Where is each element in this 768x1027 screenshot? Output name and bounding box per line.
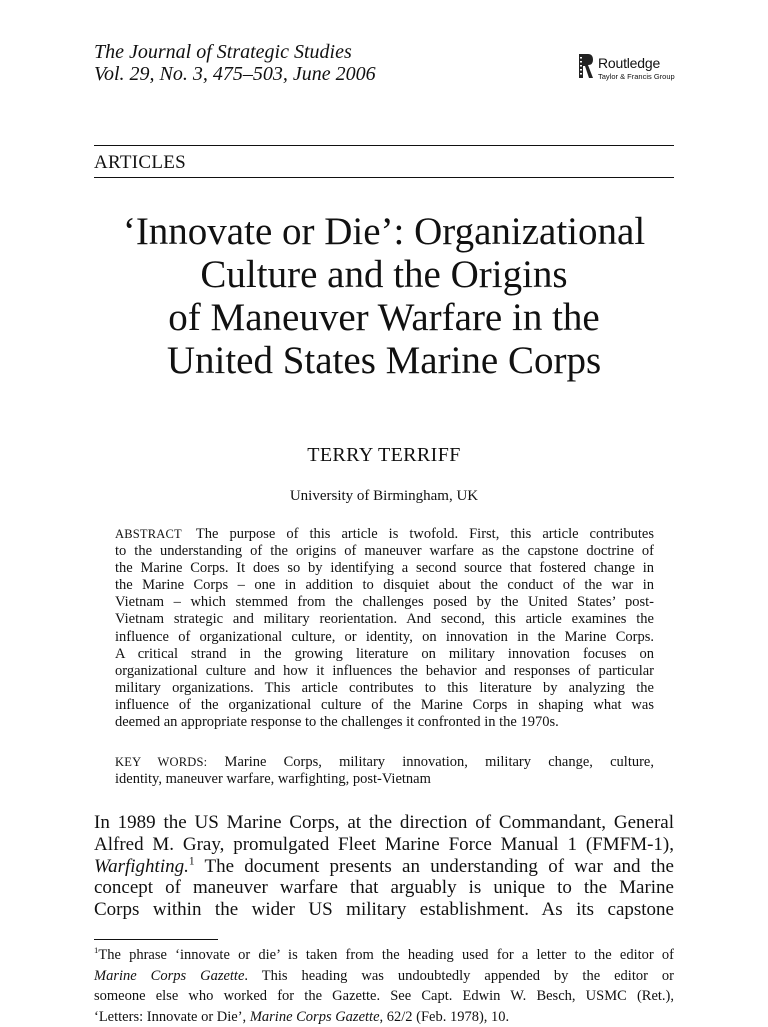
body-line: Alfred M. Gray, promulgated Fleet Marine Force Manual 1 (FMFM-1), (94, 833, 674, 855)
keywords (115, 754, 654, 788)
abstract-line: Vietnam strategic and military reorientation. And second, this article examines the (115, 611, 654, 628)
footnote-line: The phrase ‘innovate or die’ is taken from the heading used for a letter to the editor of (98, 947, 674, 963)
abstract-line: Vietnam – which stemmed from the challenges posed by the United States’ post- (115, 594, 654, 611)
body-line: concept of maneuver warfare that arguably is unique to the Marine (94, 877, 674, 899)
publisher-name: Routledge (598, 55, 661, 71)
keywords-line: identity, maneuver warfare, warfighting, post-Vietnam (115, 771, 431, 788)
author-affiliation: University of Birmingham, UK (289, 488, 479, 504)
title-line: United States Marine Corps (166, 339, 602, 382)
footnote-italic: Marine Corps Gazette (249, 1008, 380, 1025)
section-rule-bottom (94, 177, 674, 178)
routledge-logo-icon (578, 52, 594, 80)
footnote-line: . This heading was undoubtedly appended by the editor or (244, 967, 674, 984)
publisher-logo (578, 52, 688, 86)
body-line: In 1989 the US Marine Corps, at the direction of Commandant, General (94, 812, 674, 833)
footnote-line: ‘Letters: Innovate or Die’, (94, 1008, 250, 1025)
abstract-line: influence of organizational culture, or identity, on innovation in the Marine Corps. (115, 628, 654, 645)
footnote (94, 945, 674, 1027)
footnote-line: , 62/2 (Feb. 1978), 10. (379, 1008, 510, 1025)
keywords-label: KEY WORDS: (115, 755, 208, 769)
abstract-line: military organizations. This article contributes to this literature by analyzing the (115, 679, 654, 696)
journal-citation: Vol. 29, No. 3, 475–503, June 2006 (94, 63, 376, 85)
abstract-line: A critical strand in the growing literature on military innovation focuses on (115, 645, 654, 662)
abstract-line: to the understanding of the origins of maneuver warfare as the capstone doctrine of (115, 543, 654, 560)
abstract-line: influence of the organizational culture of the Marine Corps in shaping what was (115, 696, 654, 713)
publisher-subtitle: Taylor & Francis Group (598, 72, 675, 81)
abstract-line: organizational culture and how it influences the behavior and responses of particular (115, 662, 654, 679)
journal-name: The Journal of Strategic Studies (94, 41, 352, 63)
section-label: ARTICLES (94, 152, 187, 173)
footnote-marker: 1 (94, 945, 99, 956)
journal-header (94, 41, 376, 85)
abstract (115, 526, 654, 731)
abstract-label: ABSTRACT (115, 527, 182, 541)
title-line: ‘Innovate or Die’: Organizational (122, 210, 646, 253)
abstract-line: deemed an appropriate response to the challenges it confronted in the 1970s. (115, 714, 559, 731)
author-name: TERRY TERRIFF (307, 444, 461, 466)
footnote-rule (94, 939, 218, 940)
footnote-line: someone else who worked for the Gazette. See Capt. Edwin W. Besch, USMC (Ret.), (94, 988, 674, 1004)
body-line: The document presents an understanding of war and the (194, 855, 674, 877)
body-line: Corps within the wider US military establishment. As its capstone (94, 899, 674, 921)
title-line: of Maneuver Warfare in the (168, 296, 600, 339)
abstract-line: the Marine Corps. It does so by identifying a second source that fostered change in (115, 560, 654, 577)
keywords-line: Marine Corps, military innovation, military change, culture, (224, 754, 654, 770)
abstract-line: The purpose of this article is twofold. First, this article contributes (195, 526, 654, 542)
footnote-italic: Marine Corps Gazette (94, 967, 245, 984)
abstract-line: the Marine Corps – one in addition to disquiet about the conduct of the war in (115, 577, 654, 594)
document-title: Warfighting. (94, 855, 189, 877)
title-line: Culture and the Origins (200, 253, 568, 296)
section-rule-top (94, 145, 674, 146)
article-title (84, 210, 684, 382)
body-text (94, 812, 674, 921)
footnote-ref[interactable]: 1 (188, 855, 195, 868)
